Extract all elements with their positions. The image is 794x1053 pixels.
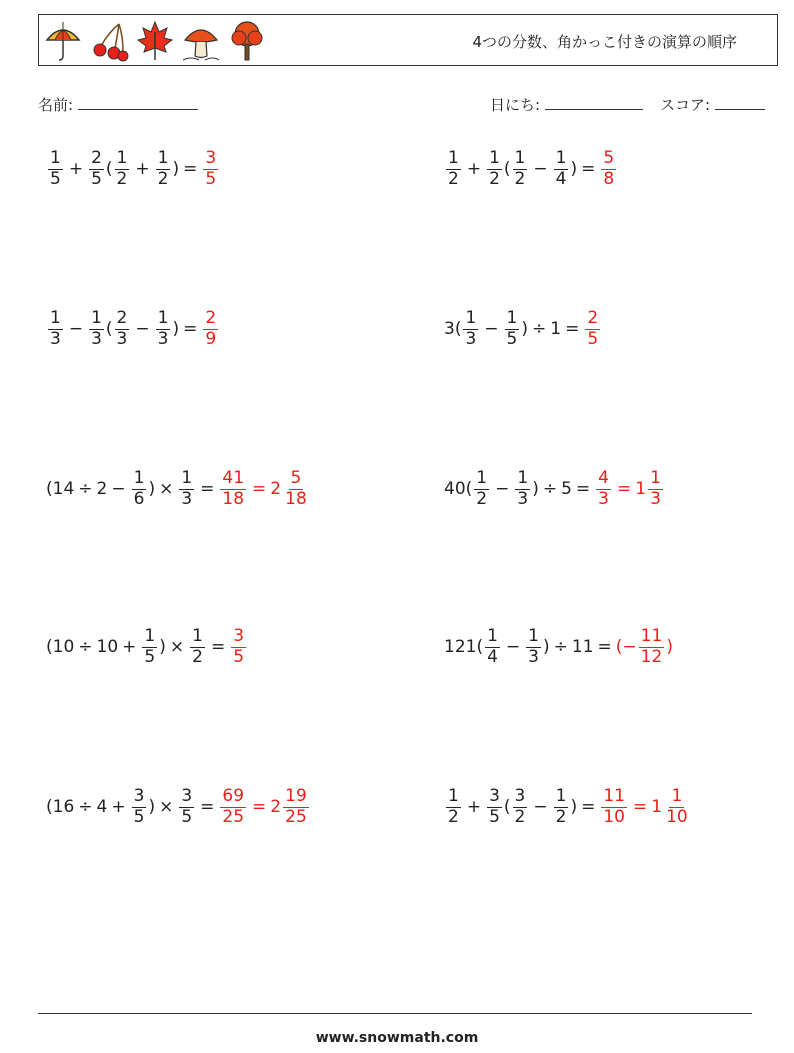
term: ( [465, 479, 473, 500]
fraction [89, 150, 104, 189]
numerator: 1 [506, 308, 518, 328]
numerator: 2 [587, 308, 599, 328]
term: ( [503, 797, 511, 818]
numerator: 1 [157, 308, 169, 328]
denominator: 3 [50, 328, 61, 349]
denominator: 25 [222, 806, 245, 827]
answer [585, 310, 600, 349]
denominator: 3 [91, 328, 102, 349]
denominator: 2 [555, 806, 567, 827]
denominator: 5 [489, 806, 500, 827]
fraction [132, 470, 147, 509]
answer [616, 628, 673, 667]
numerator: 1 [650, 468, 661, 488]
operator: = [565, 319, 580, 340]
term: 40 [444, 479, 466, 500]
term: ( [46, 637, 53, 658]
fraction [474, 470, 489, 509]
operator: = [575, 479, 591, 500]
numerator: 2 [116, 308, 128, 328]
header-icons [43, 18, 267, 64]
fraction [48, 310, 63, 349]
numerator: 1 [476, 468, 488, 488]
numerator: 1 [448, 786, 459, 806]
tree-icon [227, 18, 267, 64]
operator: = [252, 479, 267, 500]
term: 11 [571, 637, 594, 658]
term: ( [46, 797, 53, 818]
answer [594, 470, 665, 509]
fraction [485, 628, 500, 667]
term: ( [46, 479, 53, 500]
numerator: 1 [133, 468, 145, 488]
term: ) [570, 159, 578, 180]
numerator: 41 [222, 468, 245, 488]
term: 1 [550, 319, 562, 340]
operator: + [122, 637, 137, 658]
fraction [48, 150, 63, 189]
denominator: 5 [181, 806, 193, 827]
fraction [639, 628, 665, 667]
fraction [115, 310, 130, 349]
term: 10 [96, 637, 119, 658]
mushroom-icon [181, 18, 221, 64]
operator: = [581, 797, 596, 818]
operator: = [183, 319, 198, 340]
term: ( [476, 637, 484, 658]
footer-url[interactable]: www.snowmath.com [315, 1030, 479, 1046]
denominator: 3 [157, 328, 169, 349]
numerator: 1 [116, 148, 128, 168]
fraction [190, 628, 205, 667]
operator: = [581, 159, 596, 180]
term: ( [105, 159, 113, 180]
fraction [648, 470, 663, 509]
denominator: 3 [650, 488, 661, 509]
fraction [179, 470, 194, 509]
term: ( [454, 319, 462, 340]
numerator: 3 [489, 786, 500, 806]
operator: − [533, 159, 548, 180]
problem-6 [444, 470, 665, 509]
numerator: 1 [192, 626, 203, 646]
operator: + [68, 159, 84, 180]
denominator: 2 [514, 168, 526, 189]
term: 3 [444, 319, 455, 340]
fraction [220, 470, 246, 509]
fraction [463, 310, 478, 349]
numerator: 1 [91, 308, 102, 328]
numerator: 1 [181, 468, 193, 488]
numerator: 1 [489, 148, 500, 168]
operator: ÷ [78, 637, 93, 658]
numerator: 1 [157, 148, 169, 168]
operator: = [183, 159, 198, 180]
problem-5 [46, 470, 311, 509]
numerator: 1 [555, 786, 567, 806]
numerator: 1 [448, 148, 459, 168]
denominator: 5 [205, 168, 217, 189]
denominator: 5 [587, 328, 599, 349]
operator: − [135, 319, 150, 340]
fraction [156, 150, 171, 189]
operator: ÷ [553, 637, 568, 658]
answer [601, 150, 616, 189]
numerator: 1 [144, 626, 156, 646]
denominator: 2 [448, 806, 459, 827]
fraction [142, 628, 157, 667]
term: 2 [270, 479, 282, 500]
footer-divider [38, 1013, 752, 1014]
denominator: 3 [116, 328, 128, 349]
term: ) [159, 637, 166, 658]
answer [218, 788, 310, 827]
answer [599, 788, 691, 827]
numerator: 1 [555, 148, 567, 168]
numerator: 4 [598, 468, 609, 488]
operator: ÷ [532, 319, 547, 340]
fraction [596, 470, 611, 509]
umbrella-icon [43, 18, 83, 64]
numerator: 69 [222, 786, 245, 806]
answer [203, 310, 218, 349]
name-field [38, 94, 198, 115]
term: ) [172, 159, 180, 180]
term: 1 [635, 479, 647, 500]
numerator: 2 [205, 308, 217, 328]
operator: × [159, 479, 174, 500]
operator: ÷ [78, 797, 93, 818]
fraction [601, 788, 627, 827]
answer [231, 628, 246, 667]
fraction [664, 788, 690, 827]
numerator: 3 [133, 786, 145, 806]
numerator: 1 [528, 626, 539, 646]
numerator: 1 [465, 308, 477, 328]
term: ( [105, 319, 113, 340]
date-label: 日にち: [490, 96, 541, 114]
score-line[interactable] [715, 95, 765, 110]
term: ) [148, 479, 156, 500]
denominator: 3 [598, 488, 609, 509]
cherries-icon [89, 18, 129, 64]
fraction [283, 470, 309, 509]
header-box [38, 14, 778, 66]
term: ) [543, 637, 550, 658]
numerator: 1 [671, 786, 683, 806]
fraction [513, 788, 528, 827]
operator: ÷ [78, 479, 93, 500]
operator: × [159, 797, 174, 818]
problem-1 [46, 150, 220, 189]
term: 10 [52, 637, 75, 658]
numerator: 1 [517, 468, 529, 488]
score-label: スコア: [660, 96, 711, 114]
denominator: 5 [91, 168, 102, 189]
fraction [554, 150, 569, 189]
denominator: 6 [133, 488, 145, 509]
term: 5 [561, 479, 572, 500]
denominator: 5 [50, 168, 61, 189]
answer [218, 470, 310, 509]
numerator: 11 [640, 626, 663, 646]
operator: ÷ [542, 479, 558, 500]
term: ) [172, 319, 180, 340]
fraction [156, 310, 171, 349]
numerator: 1 [487, 626, 498, 646]
answer [203, 150, 218, 189]
operator: + [466, 797, 482, 818]
fraction [446, 150, 461, 189]
numerator: 19 [285, 786, 307, 806]
problem-7 [46, 628, 248, 667]
numerator: 3 [233, 626, 245, 646]
fraction [179, 788, 194, 827]
fraction [446, 788, 461, 827]
worksheet-title: 4つの分数、角かっこ付きの演算の順序 [472, 33, 737, 51]
denominator: 5 [144, 646, 156, 667]
denominator: 2 [116, 168, 128, 189]
operator: + [135, 159, 150, 180]
denominator: 4 [555, 168, 567, 189]
problem-3 [46, 310, 220, 349]
fraction [487, 788, 502, 827]
numerator: 3 [181, 786, 193, 806]
operator: − [495, 479, 510, 500]
operator: = [200, 797, 215, 818]
operator: = [597, 637, 612, 658]
operator: − [111, 479, 126, 500]
denominator: 5 [506, 328, 518, 349]
term: 2 [270, 797, 282, 818]
operator: = [632, 797, 648, 818]
denominator: 25 [285, 806, 307, 827]
problem-4 [444, 310, 602, 349]
term: (− [615, 637, 637, 658]
term: ) [521, 319, 529, 340]
name-line[interactable] [78, 95, 198, 110]
denominator: 5 [133, 806, 145, 827]
term: ) [148, 797, 156, 818]
denominator: 10 [666, 806, 688, 827]
fraction [132, 788, 147, 827]
fraction [115, 150, 130, 189]
denominator: 12 [640, 646, 663, 667]
denominator: 18 [222, 488, 245, 509]
denominator: 5 [233, 646, 245, 667]
fraction [487, 150, 502, 189]
numerator: 3 [205, 148, 217, 168]
fraction [89, 310, 104, 349]
numerator: 1 [514, 148, 526, 168]
denominator: 2 [157, 168, 169, 189]
fraction [515, 470, 530, 509]
operator: + [466, 159, 482, 180]
maple-leaf-icon [135, 18, 175, 64]
fraction [220, 788, 246, 827]
operator: = [210, 637, 226, 658]
operator: − [533, 797, 548, 818]
denominator: 10 [603, 806, 625, 827]
operator: − [484, 319, 499, 340]
fraction [526, 628, 541, 667]
numerator: 3 [514, 786, 526, 806]
denominator: 3 [465, 328, 477, 349]
term: ) [570, 797, 578, 818]
term: ) [666, 637, 673, 658]
name-label: 名前: [38, 96, 74, 114]
denominator: 4 [487, 646, 498, 667]
denominator: 2 [476, 488, 488, 509]
denominator: 2 [514, 806, 526, 827]
operator: = [252, 797, 267, 818]
denominator: 2 [489, 168, 500, 189]
term: 121 [444, 637, 477, 658]
score-field [660, 94, 765, 115]
problem-10 [444, 788, 692, 827]
operator: − [505, 637, 521, 658]
numerator: 11 [603, 786, 625, 806]
problem-8 [444, 628, 673, 667]
operator: − [68, 319, 84, 340]
numerator: 1 [50, 148, 61, 168]
date-field [490, 94, 643, 115]
fraction [513, 150, 528, 189]
term: ( [503, 159, 511, 180]
denominator: 3 [181, 488, 193, 509]
numerator: 5 [603, 148, 615, 168]
denominator: 18 [285, 488, 307, 509]
term: 4 [96, 797, 108, 818]
denominator: 3 [528, 646, 539, 667]
fraction [283, 788, 309, 827]
operator: = [616, 479, 632, 500]
denominator: 2 [192, 646, 203, 667]
problem-2 [444, 150, 618, 189]
denominator: 8 [603, 168, 615, 189]
numerator: 1 [50, 308, 61, 328]
term: 16 [52, 797, 75, 818]
denominator: 2 [448, 168, 459, 189]
fraction [505, 310, 520, 349]
numerator: 2 [91, 148, 102, 168]
operator: + [111, 797, 126, 818]
numerator: 5 [290, 468, 302, 488]
term: 14 [52, 479, 75, 500]
operator: = [200, 479, 215, 500]
date-line[interactable] [545, 95, 643, 110]
fraction [554, 788, 569, 827]
term: ) [532, 479, 539, 500]
operator: × [169, 637, 185, 658]
denominator: 3 [517, 488, 529, 509]
term: 2 [96, 479, 108, 500]
term: 1 [651, 797, 663, 818]
problem-9 [46, 788, 311, 827]
denominator: 9 [205, 328, 217, 349]
